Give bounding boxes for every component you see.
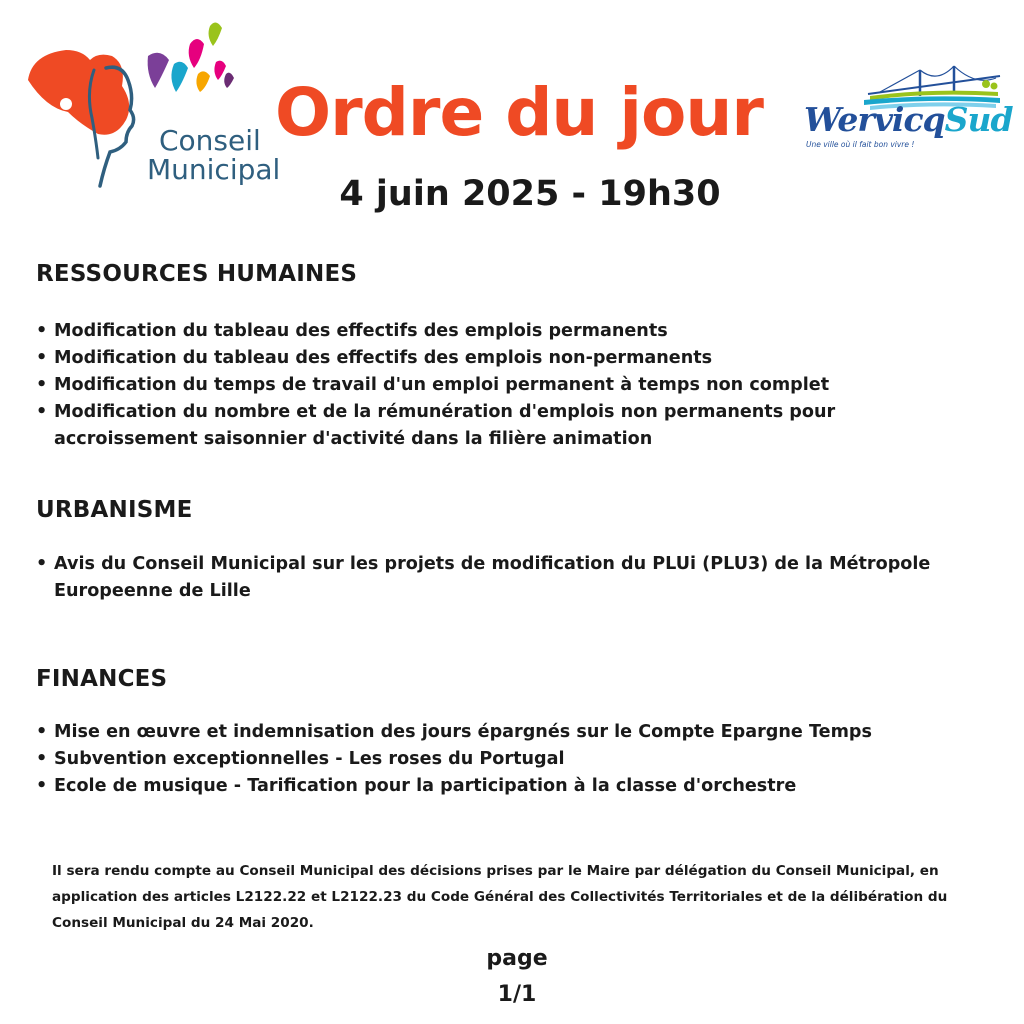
meeting-date-time: 4 juin 2025 - 19h30 <box>339 174 721 214</box>
brand-sud: Sud <box>944 100 1013 139</box>
agenda-item-text: Modification du tableau des effectifs des emplois non-permanents <box>54 348 713 368</box>
section-urbanisme <box>36 496 1006 605</box>
bullet: • <box>36 348 48 368</box>
agenda-item <box>36 746 1006 773</box>
agenda-item <box>36 719 1006 746</box>
bullet: • <box>36 375 48 395</box>
agenda-item-text: Modification du temps de travail d'un emploi permanent à temps non complet <box>54 375 830 395</box>
section-heading: RESSOURCES HUMAINES <box>36 261 358 287</box>
agenda-item <box>36 399 914 453</box>
page-number: 1/1 <box>497 982 537 1007</box>
agenda-item <box>36 372 1006 399</box>
bullet: • <box>36 321 48 341</box>
agenda-list <box>36 719 1006 800</box>
bullet: • <box>36 554 48 574</box>
agenda-item <box>36 773 1006 800</box>
bullet: • <box>36 776 48 796</box>
agenda-item <box>36 345 1006 372</box>
section-heading: URBANISME <box>36 497 193 523</box>
agenda-item-text: Modification du nombre et de la rémunération d'emplois non permanents pour accroissement saisonnier d'activité dans la filière animation <box>54 402 836 449</box>
agenda-item-text: Subvention exceptionnelles - Les roses du Portugal <box>54 749 565 769</box>
agenda-item-text: Avis du Conseil Municipal sur les projets de modification du PLUi (PLU3) de la Métropole Europeenne de Lille <box>54 554 931 601</box>
logo-municipal-text: Municipal <box>147 153 281 186</box>
bullet: • <box>36 402 48 422</box>
agenda-item-text: Ecole de musique - Tarification pour la participation à la classe d'orchestre <box>54 776 797 796</box>
agenda-item <box>36 551 1006 605</box>
wervicq-sud-logo <box>800 62 1013 156</box>
agenda-list <box>36 551 1006 605</box>
conseil-municipal-logo <box>22 8 281 198</box>
section-finances <box>36 665 1006 800</box>
section-heading: FINANCES <box>36 666 168 692</box>
page-label: page <box>486 946 548 971</box>
section-ressources-humaines <box>36 260 1006 453</box>
brand-tagline: Une ville où il fait bon vivre ! <box>806 140 915 149</box>
wervicq-sud-wordmark <box>804 100 1013 139</box>
agenda-item <box>36 318 1006 345</box>
delegation-footnote: Il sera rendu compte au Conseil Municipal des décisions prises par le Maire par délégation du Conseil Municipal, en application des articles L2122.22 et L2122.23 du Code Général des Collectivités Territoriales et de la délibération du Conseil Municipal du 24 Mai 2020. <box>52 863 948 931</box>
agenda-list <box>36 318 1006 453</box>
page-title: Ordre du jour <box>275 74 763 151</box>
logo-conseil-text: Conseil <box>159 124 261 157</box>
bullet: • <box>36 722 48 742</box>
agenda-item-text: Mise en œuvre et indemnisation des jours épargnés sur le Compte Epargne Temps <box>54 722 872 742</box>
brand-wervicq: Wervicq <box>804 100 945 139</box>
bullet: • <box>36 749 48 769</box>
agenda-item-text: Modification du tableau des effectifs des emplois permanents <box>54 321 668 341</box>
